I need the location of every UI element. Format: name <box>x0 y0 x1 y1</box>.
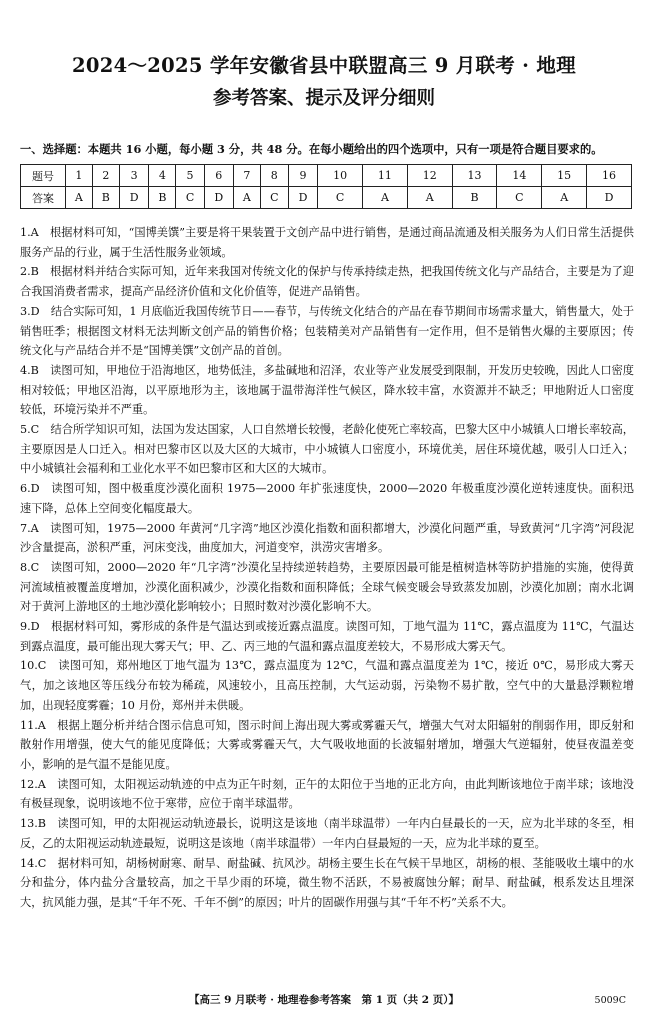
answer-cell: A <box>66 187 93 209</box>
answer-cell: C <box>260 187 288 209</box>
question-number-cell: 14 <box>497 165 542 187</box>
question-number-cell: 8 <box>260 165 288 187</box>
answer-cell: D <box>288 187 317 209</box>
answer-cell: C <box>318 187 363 209</box>
answer-cell: D <box>204 187 233 209</box>
question-number-cell: 5 <box>176 165 204 187</box>
page-subtitle: 参考答案、提示及评分细则 <box>212 88 435 109</box>
question-number-cell: 12 <box>407 165 452 187</box>
explanation-item-10: 10.C 读图可知，郑州地区丁地气温为 13℃，露点温度为 12℃，气温和露点温度差为 1℃，接近 0℃，易形成大雾天气，加之该地区等压线分布较为稀疏，风速较小，且高压控制，大气运动弱，污染物不易扩散，空气中的大量悬浮颗粒增加，出现轻度雾霾；10 月份，郑州并未供暖。 <box>20 659 634 712</box>
answer-cell: B <box>92 187 119 209</box>
question-number-cell: 15 <box>542 165 587 187</box>
question-number-cell: 10 <box>318 165 363 187</box>
question-number-cell: 2 <box>92 165 119 187</box>
explanation-list <box>20 223 634 913</box>
answer-cell: D <box>119 187 148 209</box>
explanation-item-14: 14.C 据材料可知，胡杨树耐寒、耐旱、耐盐碱、抗风沙。胡杨主要生长在气候干旱地区，胡杨的根、茎能吸收土壤中的水分和盐分，体内盐分含量较高，加之干旱少雨的环境，微生物不活跃，不易被腐蚀分解；耐旱、耐盐碱，根系发达且埋深大，抗风能力强，是其“千年不死、千年不倒”的原因；叶片的固碳作用强与其“千年不朽”关系不大。 <box>20 856 634 909</box>
section-heading: 一、选择题：本题共 16 小题，每小题 3 分，共 48 分。在每小题给出的四个选项中，只有一项是符合题目要求的。 <box>20 142 603 156</box>
explanation-item-3: 3.D 结合实际可知，1 月底临近我国传统节日——春节，与传统文化结合的产品在春节期间市场需求量大，销售量大，处于销售旺季；根据图文材料无法判断文创产品的销售价格；包装精美对产品销售有一定作用，但不是销售火爆的主要原因；传统文化与产品结合并不是“国博美馔”文创产品的首创。 <box>20 304 634 358</box>
answer-cell: A <box>363 187 408 209</box>
answer-cell: B <box>452 187 497 209</box>
explanation-item-7: 7.A 读图可知，1975—2000 年黄河“几字湾”地区沙漠化指数和面积都增大，沙漠化问题严重，导致黄河“几字湾”河段泥沙含量提高，淤积严重，河床变浅，曲度加大，河道变窄，洪涝灾害增多。 <box>20 521 634 555</box>
page-title: 2024～2025 学年安徽省县中联盟高三 9 月联考 · 地理 <box>72 54 576 77</box>
document-code: 5009C <box>594 995 626 1006</box>
explanation-item-2: 2.B 根据材料并结合实际可知，近年来我国对传统文化的保护与传承持续走热，把我国传统文化与产品结合，主要是为了迎合我国消费者需求，提高产品经济价值和文化价值等，促进产品销售。 <box>20 265 634 299</box>
answer-cell: A <box>542 187 587 209</box>
page-footer: 【高三 9 月联考 · 地理卷参考答案 第 1 页（共 2 页）】 <box>188 994 460 1006</box>
explanation-item-13: 13.B 读图可知，甲的太阳视运动轨迹最长，说明这是该地（南半球温带）一年内白昼最长的一天，应为北半球的冬至，相反，乙的太阳视运动轨迹最短，说明这是该地（南半球温带）一年内白昼最短的一天，应为北半球的夏至。 <box>20 817 634 850</box>
question-number-cell: 1 <box>66 165 93 187</box>
explanation-item-8: 8.C 读图可知，2000—2020 年“几字湾”沙漠化呈持续逆转趋势，主要原因最可能是植树造林等防护措施的实施，使得黄河流域植被覆盖度增加，沙漠化面积减少，沙漠化指数和面积降低；全球气候变暖会导致蒸发加剧，沙漠化加剧；南水北调对于黄河上游地区的土地沙漠化影响较小；日照时数对沙漠化影响不大。 <box>20 560 634 614</box>
answer-cell: D <box>587 187 632 209</box>
question-number-cell: 16 <box>587 165 632 187</box>
question-number-cell: 7 <box>233 165 260 187</box>
row-label-answer: 答案 <box>21 187 66 209</box>
answer-cell: A <box>233 187 260 209</box>
answer-row <box>21 187 632 209</box>
explanation-item-6: 6.D 读图可知，图中极重度沙漠化面积 1975—2000 年扩张速度快，2000—2020 年极重度沙漠化逆转速度快。面积迅速下降，总体上空间变化幅度最大。 <box>20 482 634 515</box>
explanation-item-1: 1.A 根据材料可知，“国博美馔”主要是将干果装置于文创产品中进行销售，是通过商品流通及相关服务为人们日常生活提供服务产品的行业，属于生活性服务业领域。 <box>20 226 634 259</box>
question-number-cell: 6 <box>204 165 233 187</box>
question-number-cell: 11 <box>363 165 408 187</box>
explanation-item-11: 11.A 根据上题分析并结合图示信息可知，图示时间上海出现大雾或雾霾天气，增强大气对太阳辐射的削弱作用，即反射和散射作用增强，使大气的能见度降低；大雾或雾霾天气，大气吸收地面的长波辐射增加，增强大气逆辐射，使昼夜温差变小，影响的是气温不是能见度。 <box>20 718 634 771</box>
answer-table <box>20 164 632 209</box>
answer-cell: C <box>176 187 204 209</box>
question-number-row <box>21 165 632 187</box>
question-number-cell: 3 <box>119 165 148 187</box>
explanation-item-12: 12.A 读图可知，太阳视运动轨迹的中点为正午时刻，正午的太阳位于当地的正北方向，由此判断该地位于南半球；该地没有极昼现象，说明该地不位于寒带，应位于南半球温带。 <box>20 777 634 811</box>
row-label-number: 题号 <box>21 165 66 187</box>
explanation-item-9: 9.D 根据材料可知，雾形成的条件是气温达到或接近露点温度。读图可知，丁地气温为 11℃，露点温度为 11℃，气温达到露点温度，最可能出现大雾天气；甲、乙、丙三地的气温和露点温度差较大，不易形成大雾天气。 <box>20 620 634 653</box>
answer-cell: A <box>407 187 452 209</box>
question-number-cell: 4 <box>149 165 176 187</box>
explanation-item-5: 5.C 结合所学知识可知，法国为发达国家，人口自然增长较慢，老龄化使死亡率较高，巴黎大区中小城镇人口增长率较高，主要原因是人口迁入。相对巴黎市区以及大区的大城市，中小城镇人口密度小，环境优美，居住环境优越，吸引人口迁入；中小城镇社会福利和工业化水平不如巴黎市区和大区的大城市。 <box>20 423 634 476</box>
question-number-cell: 13 <box>452 165 497 187</box>
explanation-item-4: 4.B 读图可知，甲地位于沿海地区，地势低洼，多盐碱地和沼泽，农业等产业发展受到限制，开发历史较晚，因此人口密度相对较低；甲地区沿海，以平原地形为主，该地属于温带海洋性气候区，降水较丰富，水资源并不缺乏；甲地附近人口密度较低，环境污染并不严重。 <box>20 363 634 417</box>
answer-cell: C <box>497 187 542 209</box>
question-number-cell: 9 <box>288 165 317 187</box>
answer-cell: B <box>149 187 176 209</box>
